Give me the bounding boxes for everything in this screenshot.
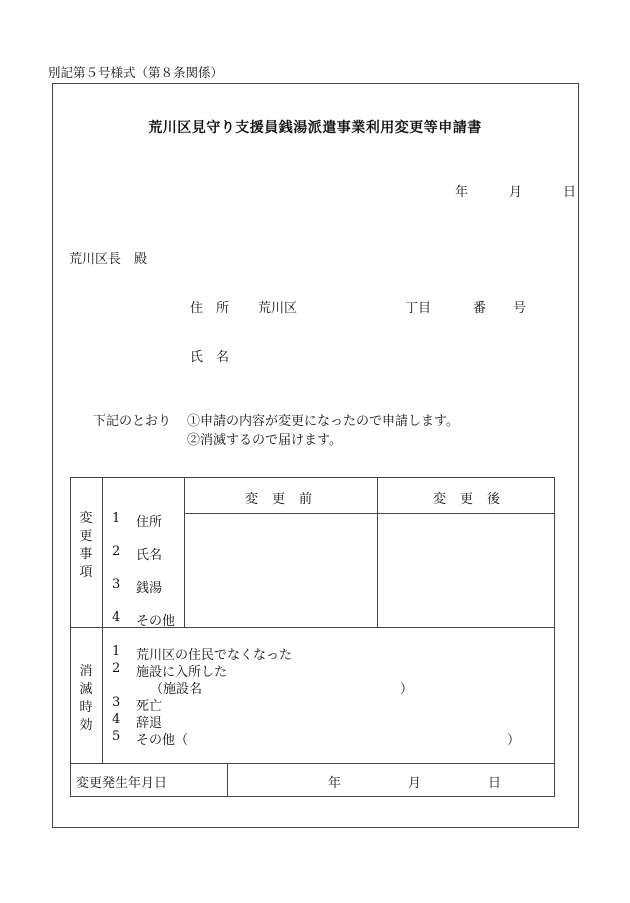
divider <box>184 513 555 514</box>
date-day-label: 日 <box>563 185 577 200</box>
other-close-paren: ） <box>507 733 521 748</box>
change-item-num: 3 <box>112 577 121 592</box>
change-item-num: 4 <box>112 610 121 625</box>
extinction-item-num: 4 <box>112 712 121 727</box>
header-after: 変更後 <box>433 492 515 507</box>
facility-close-paren: ） <box>400 682 414 697</box>
address-label: 住 所 <box>190 301 230 316</box>
change-item-text: 住所 <box>136 515 163 530</box>
extinction-item-num: 1 <box>112 644 121 659</box>
purpose-lead: 下記のとおり <box>93 414 172 429</box>
date-month-label: 月 <box>509 185 523 200</box>
extinction-item-text: 辞退 <box>136 716 163 731</box>
change-items-label: 変更事項 <box>79 511 93 580</box>
divider <box>227 763 228 797</box>
extinction-item-num: 3 <box>112 695 121 710</box>
change-date-month: 月 <box>408 776 422 791</box>
form-reference: 別記第５号様式（第８条関係） <box>48 65 224 80</box>
address-go: 号 <box>513 301 527 316</box>
facility-name-label: （施設名 <box>150 682 203 697</box>
extinction-item-num: 5 <box>112 729 121 744</box>
change-item-num: 2 <box>112 544 121 559</box>
header-before: 変更前 <box>245 492 327 507</box>
change-date-label: 変更発生年月日 <box>76 776 168 791</box>
extinction-item-text: 死亡 <box>136 699 163 714</box>
addressee: 荒川区長 殿 <box>69 252 148 267</box>
purpose-option-2: ②消滅するので届けます。 <box>187 433 342 448</box>
extinction-item-text: その他（ <box>136 733 189 748</box>
purpose-option-1: ①申請の内容が変更になったので申請します。 <box>187 414 459 429</box>
change-item-text: 氏名 <box>136 548 163 563</box>
address-ward: 荒川区 <box>258 301 298 316</box>
change-date-year: 年 <box>328 776 342 791</box>
change-item-num: 1 <box>112 511 121 526</box>
extinction-item-num: 2 <box>112 661 121 676</box>
extinction-label: 消滅時効 <box>79 664 93 733</box>
address-chome: 丁目 <box>405 301 432 316</box>
change-item-text: その他 <box>136 614 176 629</box>
divider <box>377 477 378 627</box>
date-year-label: 年 <box>455 185 469 200</box>
extinction-item-text: 荒川区の住民でなくなった <box>136 648 293 663</box>
extinction-item-text: 施設に入所した <box>136 665 228 680</box>
address-ban: 番 <box>473 301 487 316</box>
name-label: 氏 名 <box>190 350 230 365</box>
divider <box>102 477 103 763</box>
change-item-text: 銭湯 <box>136 581 163 596</box>
divider <box>184 477 185 627</box>
form-title: 荒川区見守り支援員銭湯派遣事業利用変更等申請書 <box>148 120 482 136</box>
change-date-day: 日 <box>488 776 502 791</box>
divider <box>70 763 555 764</box>
